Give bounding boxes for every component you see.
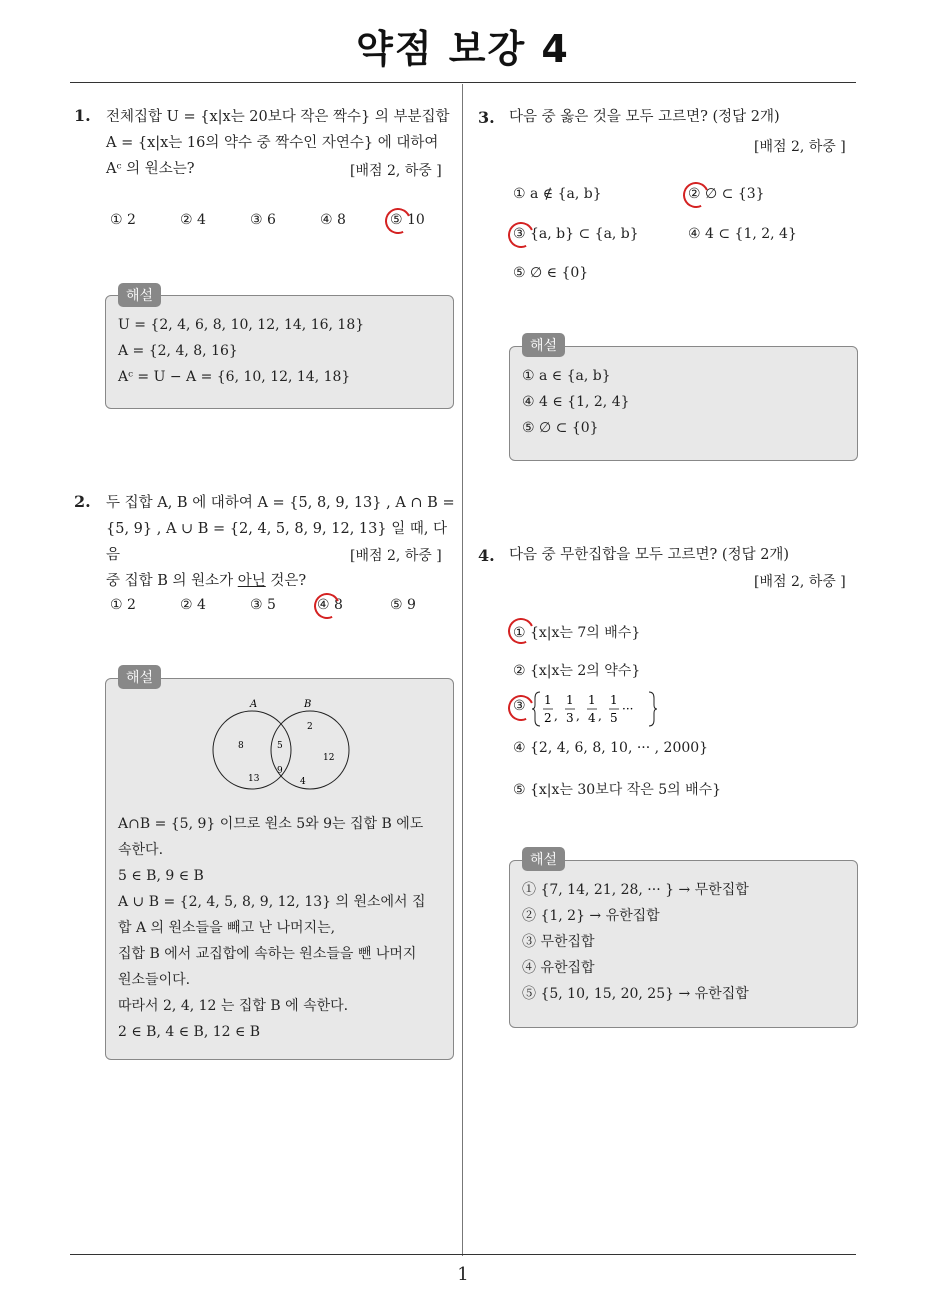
- choice-3[interactable]: ③ 6: [250, 212, 276, 228]
- choice-3[interactable]: ③ {a, b} ⊂ {a, b}: [513, 226, 639, 242]
- venn-value: 8: [238, 741, 244, 751]
- solution-line: ⑤ ∅ ⊂ {0}: [522, 420, 599, 436]
- solution-tag: 해설: [522, 847, 565, 871]
- solution-line: 5 ∈ B, 9 ∈ B: [118, 868, 204, 884]
- choice-3[interactable]: ③ 1 2 , 1 3 , 1 4 , 1 5 ···: [513, 698, 526, 714]
- solution-line: ① {7, 14, 21, 28, ··· } → 무한집합: [522, 882, 749, 898]
- choice-5[interactable]: ⑤ ∅ ∈ {0}: [513, 265, 589, 281]
- venn-value: 2: [307, 722, 313, 732]
- fraction-set: [531, 690, 666, 728]
- solution-tag: 해설: [522, 333, 565, 357]
- choice-5[interactable]: ⑤ 9: [390, 597, 416, 613]
- choice-5[interactable]: ⑤ 10: [390, 212, 425, 228]
- solution-line: 합 A 의 원소들을 빼고 난 나머지는,: [118, 920, 336, 936]
- venn-value: 5: [277, 741, 283, 751]
- points-label: [배점 2, 하중 ]: [754, 574, 846, 590]
- page-title: 약점 보강 4: [356, 27, 570, 71]
- venn-diagram: [206, 693, 356, 793]
- choice-1[interactable]: ① 2: [110, 212, 136, 228]
- question-text: 다음 중 무한집합을 모두 고르면? (정답 2개): [509, 547, 790, 563]
- question-text: 전체집합 U = {x|x는 20보다 작은 짝수} 의 부분집합: [106, 109, 450, 125]
- solution-line: ④ 4 ∈ {1, 2, 4}: [522, 394, 630, 410]
- choice-2[interactable]: ② 4: [180, 212, 206, 228]
- choice-1[interactable]: ① {x|x는 7의 배수}: [513, 625, 641, 641]
- choice-4[interactable]: ④ {2, 4, 6, 8, 10, ··· , 2000}: [513, 740, 709, 756]
- svg-text:,: ,: [598, 709, 602, 723]
- choice-4[interactable]: ④ 4 ⊂ {1, 2, 4}: [688, 226, 797, 242]
- question-text: 두 집합 A, B 에 대하여 A = {5, 8, 9, 13} , A ∩ B =: [106, 495, 455, 511]
- solution-tag: 해설: [118, 665, 161, 689]
- question-number: 4.: [478, 546, 495, 565]
- column-divider: [462, 84, 463, 1256]
- question-text: {5, 9} , A ∪ B = {2, 4, 5, 8, 9, 12, 13} 일 때, 다음: [106, 521, 448, 563]
- points-label: [배점 2, 하중 ]: [754, 139, 846, 155]
- svg-text:,: ,: [554, 709, 558, 723]
- venn-label-a: A: [250, 699, 258, 710]
- solution-line: ⑤ {5, 10, 15, 20, 25} → 유한집합: [522, 986, 749, 1002]
- svg-text:,: ,: [576, 709, 580, 723]
- venn-label-b: B: [304, 699, 312, 710]
- question-text: 중 집합 B 의 원소가 아닌 것은?: [106, 573, 307, 589]
- bottom-rule: [70, 1254, 856, 1255]
- solution-line: Aᶜ = U − A = {6, 10, 12, 14, 18}: [118, 369, 351, 385]
- choice-1[interactable]: ① a ∉ {a, b}: [513, 186, 602, 202]
- choice-2[interactable]: ② 4: [180, 597, 206, 613]
- fraction-denominator: 3: [566, 711, 574, 725]
- answer-mark: [310, 589, 343, 622]
- solution-line: U = {2, 4, 6, 8, 10, 12, 14, 16, 18}: [118, 317, 365, 333]
- venn-value: 9: [277, 766, 283, 776]
- choice-4[interactable]: ④ 8: [317, 597, 343, 613]
- solution-line: 2 ∈ B, 4 ∈ B, 12 ∈ B: [118, 1024, 261, 1040]
- venn-value: 13: [248, 774, 260, 784]
- page-number: 1: [457, 1264, 469, 1285]
- answer-mark: [679, 178, 712, 211]
- solution-box: [105, 678, 454, 1060]
- solution-line: ② {1, 2} → 유한집합: [522, 908, 660, 924]
- answer-mark: [504, 614, 537, 647]
- solution-line: ④ 유한집합: [522, 960, 595, 976]
- solution-line: ① a ∈ {a, b}: [522, 368, 611, 384]
- fraction-denominator: 4: [588, 711, 596, 725]
- fraction-denominator: 5: [610, 711, 618, 725]
- solution-box: [509, 346, 858, 461]
- question-number: 3.: [478, 108, 495, 127]
- solution-line: A ∪ B = {2, 4, 5, 8, 9, 12, 13} 의 원소에서 집: [118, 894, 426, 910]
- answer-mark: [381, 204, 414, 237]
- choice-2[interactable]: ② {x|x는 2의 약수}: [513, 663, 641, 679]
- solution-line: 집합 B 에서 교집합에 속하는 원소들을 뺀 나머지: [118, 946, 417, 962]
- question-text: Aᶜ 의 원소는?: [106, 161, 195, 177]
- fraction-numerator: 1: [544, 693, 552, 707]
- points-label: [배점 2, 하중 ]: [350, 548, 442, 564]
- solution-line: A∩B = {5, 9} 이므로 원소 5와 9는 집합 B 에도: [118, 816, 424, 832]
- venn-value: 12: [323, 753, 335, 763]
- choice-1[interactable]: ① 2: [110, 597, 136, 613]
- choice-5[interactable]: ⑤ {x|x는 30보다 작은 5의 배수}: [513, 782, 722, 798]
- choice-2[interactable]: ② ∅ ⊂ {3}: [688, 186, 765, 202]
- choice-3[interactable]: ③ 5: [250, 597, 276, 613]
- fraction-numerator: 1: [566, 693, 574, 707]
- question-number: 1.: [74, 106, 91, 125]
- fraction-numerator: 1: [610, 693, 618, 707]
- solution-line: ③ 무한집합: [522, 934, 595, 950]
- fraction-numerator: 1: [588, 693, 596, 707]
- question-number: 2.: [74, 492, 91, 511]
- venn-value: 4: [300, 777, 306, 787]
- solution-line: A = {2, 4, 8, 16}: [118, 343, 238, 359]
- solution-line: 속한다.: [118, 842, 164, 858]
- fraction-denominator: 2: [544, 711, 552, 725]
- choice-4[interactable]: ④ 8: [320, 212, 346, 228]
- solution-box: [105, 295, 454, 409]
- question-text: A = {x|x는 16의 약수 중 짝수인 자연수} 에 대하여: [106, 135, 439, 151]
- top-rule: [70, 82, 856, 83]
- solution-box: [509, 860, 858, 1028]
- points-label: [배점 2, 하중 ]: [350, 163, 442, 179]
- fraction-dots: ···: [622, 702, 634, 716]
- solution-tag: 해설: [118, 283, 161, 307]
- answer-mark: [504, 218, 537, 251]
- question-text: 다음 중 옳은 것을 모두 고르면? (정답 2개): [509, 109, 780, 125]
- solution-line: 원소들이다.: [118, 972, 191, 988]
- solution-line: 따라서 2, 4, 12 는 집합 B 에 속한다.: [118, 998, 349, 1014]
